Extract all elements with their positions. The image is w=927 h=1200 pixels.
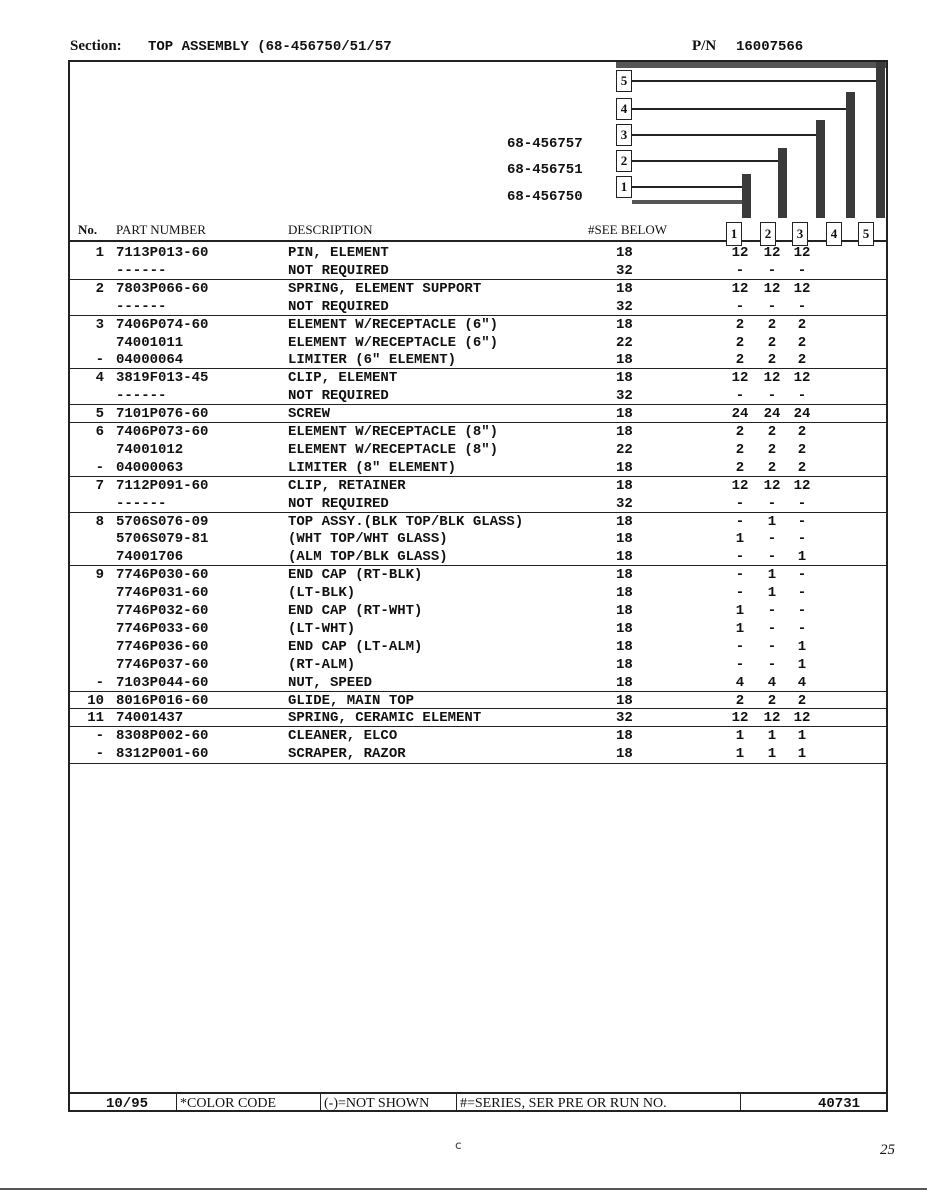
- qty-model-1: -: [735, 513, 745, 530]
- parts-list-form: [68, 60, 888, 1112]
- qty-model-1: -: [735, 585, 745, 602]
- item-number: 2: [95, 280, 104, 297]
- qty-model-2: 1: [767, 728, 777, 745]
- part-number: 04000064: [116, 352, 184, 369]
- series: 18: [616, 567, 633, 584]
- part-number: 04000063: [116, 459, 184, 476]
- qty-model-1: 1: [735, 603, 745, 619]
- qty-model-3: 12: [793, 280, 811, 297]
- group-separator: [70, 691, 886, 692]
- table-row: [70, 585, 886, 603]
- col-no: No.: [78, 222, 98, 237]
- qty-model-1: -: [735, 262, 745, 279]
- series: 18: [616, 406, 633, 423]
- qty-model-3: 12: [793, 477, 811, 494]
- qty-model-1: -: [735, 638, 745, 655]
- qty-model-1: -: [735, 298, 745, 315]
- part-number: 8308P002-60: [116, 728, 209, 745]
- description: (RT-ALM): [288, 656, 356, 673]
- group-separator: [70, 279, 886, 280]
- model-line-4: [632, 108, 846, 110]
- group-separator: [70, 368, 886, 369]
- qty-model-1: 2: [735, 352, 745, 369]
- series: 18: [616, 728, 633, 745]
- series: 18: [616, 692, 633, 709]
- qty-model-2: 2: [767, 459, 777, 476]
- model-bar-4: [846, 92, 855, 218]
- description: ELEMENT W/RECEPTACLE (8"): [288, 424, 499, 440]
- table-end-rule: [70, 763, 886, 764]
- qty-model-2: -: [767, 638, 777, 655]
- qty-model-2: 1: [767, 746, 777, 763]
- header-shading: [616, 62, 886, 68]
- qty-model-3: -: [797, 513, 807, 530]
- qty-model-2: 1: [767, 513, 777, 530]
- series: 18: [616, 603, 633, 619]
- description: LIMITER (8" ELEMENT): [288, 459, 457, 476]
- description: ELEMENT W/RECEPTACLE (6"): [288, 334, 499, 351]
- part-number: ------: [116, 298, 167, 315]
- qty-model-2: -: [767, 298, 777, 315]
- col-model-3: 3: [792, 222, 808, 246]
- table-row: [70, 603, 886, 621]
- table-row: [70, 746, 886, 764]
- qty-model-3: -: [797, 567, 807, 584]
- item-number: -: [95, 352, 104, 369]
- qty-model-2: 1: [767, 567, 777, 584]
- part-number: 7746P030-60: [116, 567, 209, 584]
- item-number: 7: [95, 477, 104, 494]
- qty-model-2: 12: [763, 370, 781, 387]
- item-number: 3: [95, 316, 104, 333]
- qty-model-2: -: [767, 620, 777, 637]
- qty-model-1: 1: [735, 728, 745, 745]
- description: ELEMENT W/RECEPTACLE (6"): [288, 316, 499, 333]
- series: 18: [616, 674, 633, 691]
- table-row: [70, 317, 886, 335]
- qty-model-2: 2: [767, 334, 777, 351]
- part-number: ------: [116, 495, 167, 512]
- qty-model-1: 12: [731, 710, 749, 727]
- qty-model-2: 2: [767, 424, 777, 440]
- qty-model-2: 4: [767, 674, 777, 691]
- qty-model-3: -: [797, 495, 807, 512]
- table-row: [70, 514, 886, 532]
- group-separator: [70, 565, 886, 566]
- series: 22: [616, 441, 633, 458]
- table-row: [70, 442, 886, 460]
- footer-not-shown: (-)=NOT SHOWN: [324, 1096, 430, 1111]
- qty-model-3: 2: [797, 316, 807, 333]
- section-label: Section:: [70, 38, 122, 54]
- series: 18: [616, 585, 633, 602]
- item-number: 5: [95, 406, 104, 423]
- description: (ALM TOP/BLK GLASS): [288, 549, 448, 566]
- section-header: [70, 38, 870, 60]
- qty-model-2: 2: [767, 692, 777, 709]
- item-number: -: [95, 746, 104, 763]
- qty-model-3: -: [797, 262, 807, 279]
- series: 18: [616, 424, 633, 440]
- part-number: 3819F013-45: [116, 370, 209, 387]
- col-model-5: 5: [858, 222, 874, 246]
- part-number-label: P/N: [692, 38, 717, 54]
- description: SCRAPER, RAZOR: [288, 746, 406, 763]
- description: SPRING, CERAMIC ELEMENT: [288, 710, 482, 727]
- header-shading: [632, 200, 742, 204]
- model-box-5: 5: [616, 70, 632, 92]
- description: (LT-WHT): [288, 620, 356, 637]
- qty-model-2: -: [767, 603, 777, 619]
- model-line-5: [632, 80, 876, 82]
- table-row: [70, 281, 886, 299]
- group-separator: [70, 404, 886, 405]
- qty-model-1: -: [735, 549, 745, 566]
- series: 18: [616, 245, 633, 261]
- form-footer: [70, 1092, 886, 1114]
- qty-model-1: 24: [731, 406, 749, 423]
- table-row: [70, 478, 886, 496]
- series: 18: [616, 656, 633, 673]
- model-box-1: 1: [616, 176, 632, 198]
- item-number: -: [95, 674, 104, 691]
- series: 32: [616, 495, 633, 512]
- part-number: 74001706: [116, 549, 184, 566]
- qty-model-1: -: [735, 388, 745, 405]
- series: 18: [616, 620, 633, 637]
- qty-model-1: 12: [731, 245, 749, 261]
- item-number: 6: [95, 424, 104, 440]
- part-number: 5706S076-09: [116, 513, 209, 530]
- qty-model-2: -: [767, 549, 777, 566]
- table-row: [70, 531, 886, 549]
- qty-model-3: -: [797, 298, 807, 315]
- qty-model-3: 2: [797, 352, 807, 369]
- table-row: [70, 245, 886, 263]
- series: 18: [616, 549, 633, 566]
- group-separator: [70, 315, 886, 316]
- description: (WHT TOP/WHT GLASS): [288, 531, 448, 548]
- qty-model-2: 2: [767, 441, 777, 458]
- model-box-3: 3: [616, 124, 632, 146]
- part-number: 5706S079-81: [116, 531, 209, 548]
- footer-color-code: *COLOR CODE: [180, 1096, 277, 1111]
- qty-model-3: -: [797, 585, 807, 602]
- bottom-rule: [0, 1188, 927, 1190]
- qty-model-1: 1: [735, 620, 745, 637]
- series: 18: [616, 513, 633, 530]
- qty-model-3: 1: [797, 638, 807, 655]
- series: 18: [616, 638, 633, 655]
- description: END CAP (LT-ALM): [288, 638, 423, 655]
- table-row: [70, 621, 886, 639]
- series: 18: [616, 459, 633, 476]
- qty-model-3: 1: [797, 728, 807, 745]
- qty-model-2: 12: [763, 477, 781, 494]
- qty-model-1: -: [735, 656, 745, 673]
- part-number: 8312P001-60: [116, 746, 209, 763]
- part-number: ------: [116, 262, 167, 279]
- qty-model-2: 12: [763, 280, 781, 297]
- series: 18: [616, 746, 633, 763]
- model-bar-3: [816, 120, 825, 218]
- series: 32: [616, 262, 633, 279]
- table-row: [70, 335, 886, 353]
- part-number: 7746P037-60: [116, 656, 209, 673]
- description: NOT REQUIRED: [288, 298, 389, 315]
- qty-model-3: -: [797, 603, 807, 619]
- group-separator: [70, 708, 886, 709]
- table-row: [70, 424, 886, 442]
- qty-model-2: 12: [763, 710, 781, 727]
- qty-model-1: 2: [735, 424, 745, 440]
- series: 32: [616, 298, 633, 315]
- description: PIN, ELEMENT: [288, 245, 389, 261]
- qty-model-1: 2: [735, 441, 745, 458]
- qty-model-3: 2: [797, 334, 807, 351]
- series: 18: [616, 280, 633, 297]
- part-number: 7746P031-60: [116, 585, 209, 602]
- description: SCREW: [288, 406, 331, 423]
- part-number: ------: [116, 388, 167, 405]
- footer-date: 10/95: [106, 1096, 149, 1112]
- col-model-2: 2: [760, 222, 776, 246]
- series: 18: [616, 531, 633, 548]
- table-row: [70, 567, 886, 585]
- part-number-value: 16007566: [736, 39, 804, 55]
- qty-model-2: -: [767, 531, 777, 548]
- part-number: 7103P044-60: [116, 674, 209, 691]
- part-number: 8016P016-60: [116, 692, 209, 709]
- part-number: 7803P066-60: [116, 280, 209, 297]
- qty-model-3: 2: [797, 441, 807, 458]
- model-line-1: [632, 186, 742, 188]
- group-separator: [70, 422, 886, 423]
- description: TOP ASSY.(BLK TOP/BLK GLASS): [288, 513, 524, 530]
- qty-model-2: -: [767, 388, 777, 405]
- qty-model-3: 24: [793, 406, 811, 423]
- qty-model-2: 2: [767, 316, 777, 333]
- group-separator: [70, 476, 886, 477]
- qty-model-1: 1: [735, 531, 745, 548]
- qty-model-3: 1: [797, 549, 807, 566]
- model-line-3: [632, 134, 816, 136]
- description: CLEANER, ELCO: [288, 728, 398, 745]
- qty-model-1: 2: [735, 334, 745, 351]
- table-row: [70, 657, 886, 675]
- qty-model-1: 2: [735, 692, 745, 709]
- part-number: 7746P036-60: [116, 638, 209, 655]
- item-number: 8: [95, 513, 104, 530]
- qty-model-3: -: [797, 531, 807, 548]
- stray-mark: ⅽ: [455, 1138, 462, 1152]
- qty-model-3: 12: [793, 245, 811, 261]
- description: NOT REQUIRED: [288, 388, 389, 405]
- qty-model-2: -: [767, 495, 777, 512]
- description: GLIDE, MAIN TOP: [288, 692, 415, 709]
- model-box-4: 4: [616, 98, 632, 120]
- model-bar-5: [876, 62, 885, 218]
- model-number: 68-456751: [507, 162, 583, 178]
- part-number: 7406P073-60: [116, 424, 209, 440]
- qty-model-2: -: [767, 262, 777, 279]
- table-row: [70, 639, 886, 657]
- description: CLIP, RETAINER: [288, 477, 406, 494]
- part-number: 7746P032-60: [116, 603, 209, 619]
- part-number: 7406P074-60: [116, 316, 209, 333]
- model-bar-1: [742, 174, 751, 218]
- qty-model-1: 2: [735, 459, 745, 476]
- series: 18: [616, 316, 633, 333]
- item-number: 4: [95, 370, 104, 387]
- qty-model-3: 1: [797, 746, 807, 763]
- item-number: -: [95, 728, 104, 745]
- qty-model-1: 2: [735, 316, 745, 333]
- column-headers: [70, 218, 886, 242]
- description: CLIP, ELEMENT: [288, 370, 398, 387]
- col-part-number: PART NUMBER: [116, 222, 206, 237]
- group-separator: [70, 726, 886, 727]
- model-line-2: [632, 160, 778, 162]
- series: 32: [616, 710, 633, 727]
- qty-model-3: 12: [793, 710, 811, 727]
- description: SPRING, ELEMENT SUPPORT: [288, 280, 482, 297]
- item-number: 1: [95, 245, 104, 261]
- qty-model-3: -: [797, 620, 807, 637]
- qty-model-1: 1: [735, 746, 745, 763]
- col-model-1: 1: [726, 222, 742, 246]
- qty-model-1: -: [735, 567, 745, 584]
- series: 22: [616, 334, 633, 351]
- footer-doc-number: 40731: [818, 1096, 861, 1112]
- description: LIMITER (6" ELEMENT): [288, 352, 457, 369]
- item-number: 11: [87, 710, 104, 727]
- series: 32: [616, 388, 633, 405]
- qty-model-1: 12: [731, 477, 749, 494]
- part-number: 74001012: [116, 441, 184, 458]
- group-separator: [70, 512, 886, 513]
- qty-model-3: 12: [793, 370, 811, 387]
- qty-model-1: 12: [731, 280, 749, 297]
- item-number: -: [95, 459, 104, 476]
- description: ELEMENT W/RECEPTACLE (8"): [288, 441, 499, 458]
- qty-model-1: 12: [731, 370, 749, 387]
- description: END CAP (RT-BLK): [288, 567, 423, 584]
- item-number: 9: [95, 567, 104, 584]
- part-number: 74001437: [116, 710, 184, 727]
- model-header: [70, 62, 886, 240]
- model-bar-2: [778, 148, 787, 218]
- series: 18: [616, 352, 633, 369]
- part-number: 7101P076-60: [116, 406, 209, 423]
- series: 18: [616, 477, 633, 494]
- section-title: TOP ASSEMBLY (68-456750/51/57: [148, 39, 392, 55]
- page-number: 25: [880, 1142, 895, 1158]
- description: NUT, SPEED: [288, 674, 373, 691]
- qty-model-1: -: [735, 495, 745, 512]
- qty-model-3: 4: [797, 674, 807, 691]
- part-number: 7113P013-60: [116, 245, 209, 261]
- description: (LT-BLK): [288, 585, 356, 602]
- qty-model-3: 2: [797, 424, 807, 440]
- model-number: 68-456757: [507, 136, 583, 152]
- qty-model-2: 24: [763, 406, 781, 423]
- qty-model-2: 1: [767, 585, 777, 602]
- col-model-4: 4: [826, 222, 842, 246]
- col-description: DESCRIPTION: [288, 222, 373, 237]
- description: NOT REQUIRED: [288, 262, 389, 279]
- model-box-2: 2: [616, 150, 632, 172]
- qty-model-2: 12: [763, 245, 781, 261]
- qty-model-2: 2: [767, 352, 777, 369]
- qty-model-1: 4: [735, 674, 745, 691]
- series: 18: [616, 370, 633, 387]
- qty-model-3: -: [797, 388, 807, 405]
- model-number: 68-456750: [507, 189, 583, 205]
- qty-model-3: 2: [797, 692, 807, 709]
- table-row: [70, 728, 886, 746]
- description: END CAP (RT-WHT): [288, 603, 423, 619]
- description: NOT REQUIRED: [288, 495, 389, 512]
- item-number: 10: [87, 692, 104, 709]
- qty-model-2: -: [767, 656, 777, 673]
- part-number: 7746P033-60: [116, 620, 209, 637]
- part-number: 7112P091-60: [116, 477, 209, 494]
- qty-model-3: 2: [797, 459, 807, 476]
- footer-series-note: #=SERIES, SER PRE OR RUN NO.: [460, 1096, 667, 1111]
- col-series: #SEE BELOW: [588, 222, 668, 237]
- table-row: [70, 370, 886, 388]
- part-number: 74001011: [116, 334, 184, 351]
- qty-model-3: 1: [797, 656, 807, 673]
